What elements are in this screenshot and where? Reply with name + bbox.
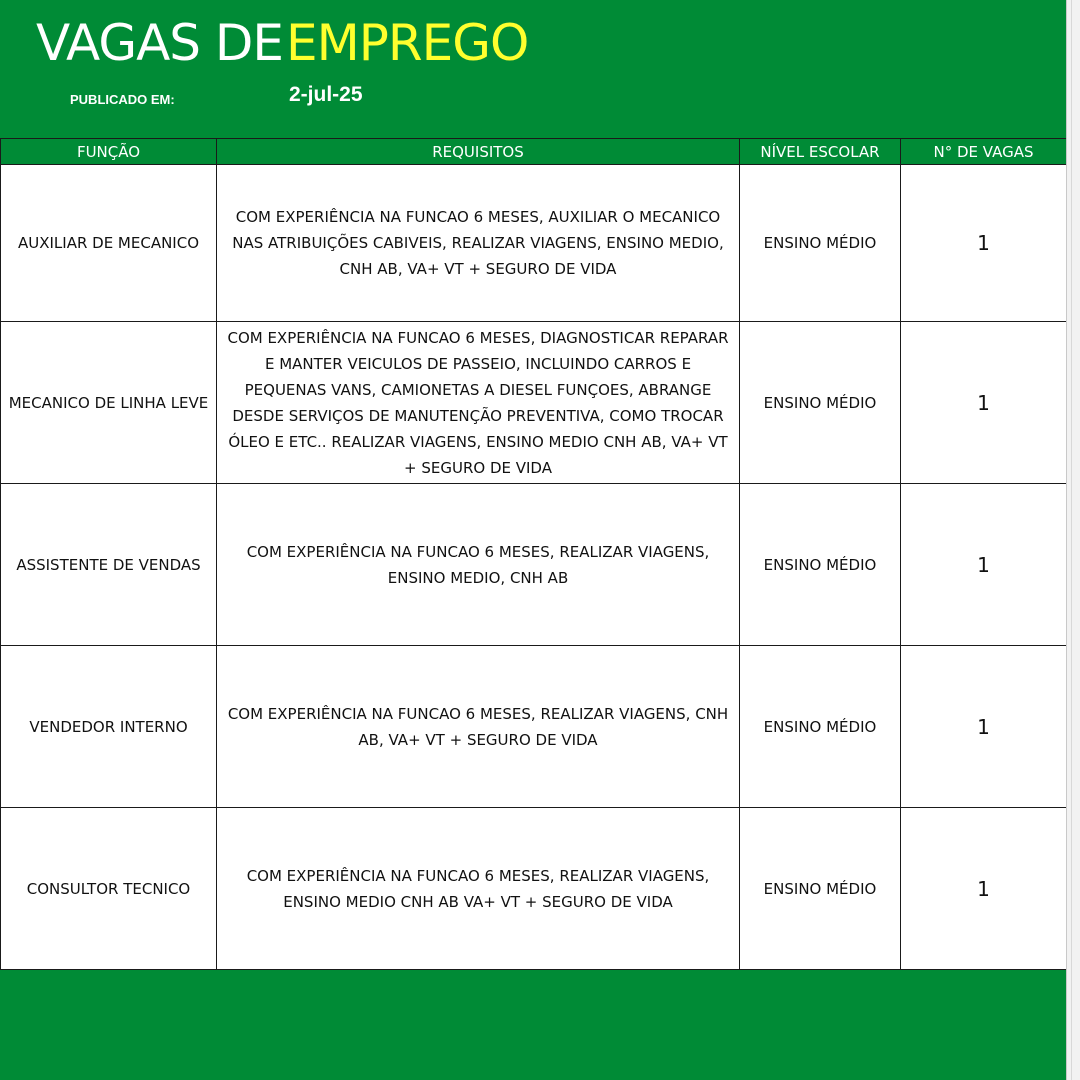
table-row (1, 484, 1067, 646)
column-header-requisitos: REQUISITOS (217, 139, 740, 165)
cell-funcao: MECANICO DE LINHA LEVE (1, 322, 217, 484)
cell-vagas: 1 (901, 808, 1067, 970)
right-edge-scrollbar[interactable] (1066, 0, 1080, 1080)
cell-nivel-escolar: ENSINO MÉDIO (740, 322, 901, 484)
cell-vagas: 1 (901, 484, 1067, 646)
column-header-vagas: N° DE VAGAS (901, 139, 1067, 165)
table-row (1, 322, 1067, 484)
cell-vagas: 1 (901, 646, 1067, 808)
jobs-table (0, 138, 1067, 970)
cell-vagas: 1 (901, 322, 1067, 484)
cell-nivel-escolar: ENSINO MÉDIO (740, 484, 901, 646)
title-part-2: EMPREGO (286, 14, 529, 72)
cell-funcao: CONSULTOR TECNICO (1, 808, 217, 970)
table-header-row (1, 139, 1067, 165)
table-row (1, 165, 1067, 322)
cell-requisitos: COM EXPERIÊNCIA NA FUNCAO 6 MESES, DIAGNOSTICAR REPARAR E MANTER VEICULOS DE PASSEIO, INCLUINDO CARROS E PEQUENAS VANS, CAMIONETAS A DIESEL FUNÇOES, ABRANGE DESDE SERVIÇOS DE MANUTENÇÃO PREVENTIVA, COMO TROCAR ÓLEO E ETC.. REALIZAR VIAGENS, ENSINO MEDIO CNH AB, VA+ VT + SEGURO DE VIDA (217, 322, 740, 484)
cell-requisitos: COM EXPERIÊNCIA NA FUNCAO 6 MESES, REALIZAR VIAGENS, ENSINO MEDIO CNH AB VA+ VT + SEGURO DE VIDA (217, 808, 740, 970)
table-row (1, 808, 1067, 970)
cell-nivel-escolar: ENSINO MÉDIO (740, 808, 901, 970)
published-label: PUBLICADO EM: (70, 92, 175, 107)
cell-requisitos: COM EXPERIÊNCIA NA FUNCAO 6 MESES, REALIZAR VIAGENS, ENSINO MEDIO, CNH AB (217, 484, 740, 646)
cell-vagas: 1 (901, 165, 1067, 322)
cell-requisitos: COM EXPERIÊNCIA NA FUNCAO 6 MESES, REALIZAR VIAGENS, CNH AB, VA+ VT + SEGURO DE VIDA (217, 646, 740, 808)
cell-nivel-escolar: ENSINO MÉDIO (740, 646, 901, 808)
header (0, 0, 1066, 138)
column-header-nivel-escolar: NÍVEL ESCOLAR (740, 139, 901, 165)
published-date: 2-jul-25 (289, 83, 363, 106)
cell-nivel-escolar: ENSINO MÉDIO (740, 165, 901, 322)
column-header-funcao: FUNÇÃO (1, 139, 217, 165)
table-row (1, 646, 1067, 808)
title-part-1: VAGAS DE (36, 14, 284, 72)
cell-funcao: AUXILIAR DE MECANICO (1, 165, 217, 322)
cell-funcao: VENDEDOR INTERNO (1, 646, 217, 808)
cell-requisitos: COM EXPERIÊNCIA NA FUNCAO 6 MESES, AUXILIAR O MECANICO NAS ATRIBUIÇÕES CABIVEIS, REALIZAR VIAGENS, ENSINO MEDIO, CNH AB, VA+ VT + SEGURO DE VIDA (217, 165, 740, 322)
scrollbar-track (1071, 0, 1072, 1080)
cell-funcao: ASSISTENTE DE VENDAS (1, 484, 217, 646)
